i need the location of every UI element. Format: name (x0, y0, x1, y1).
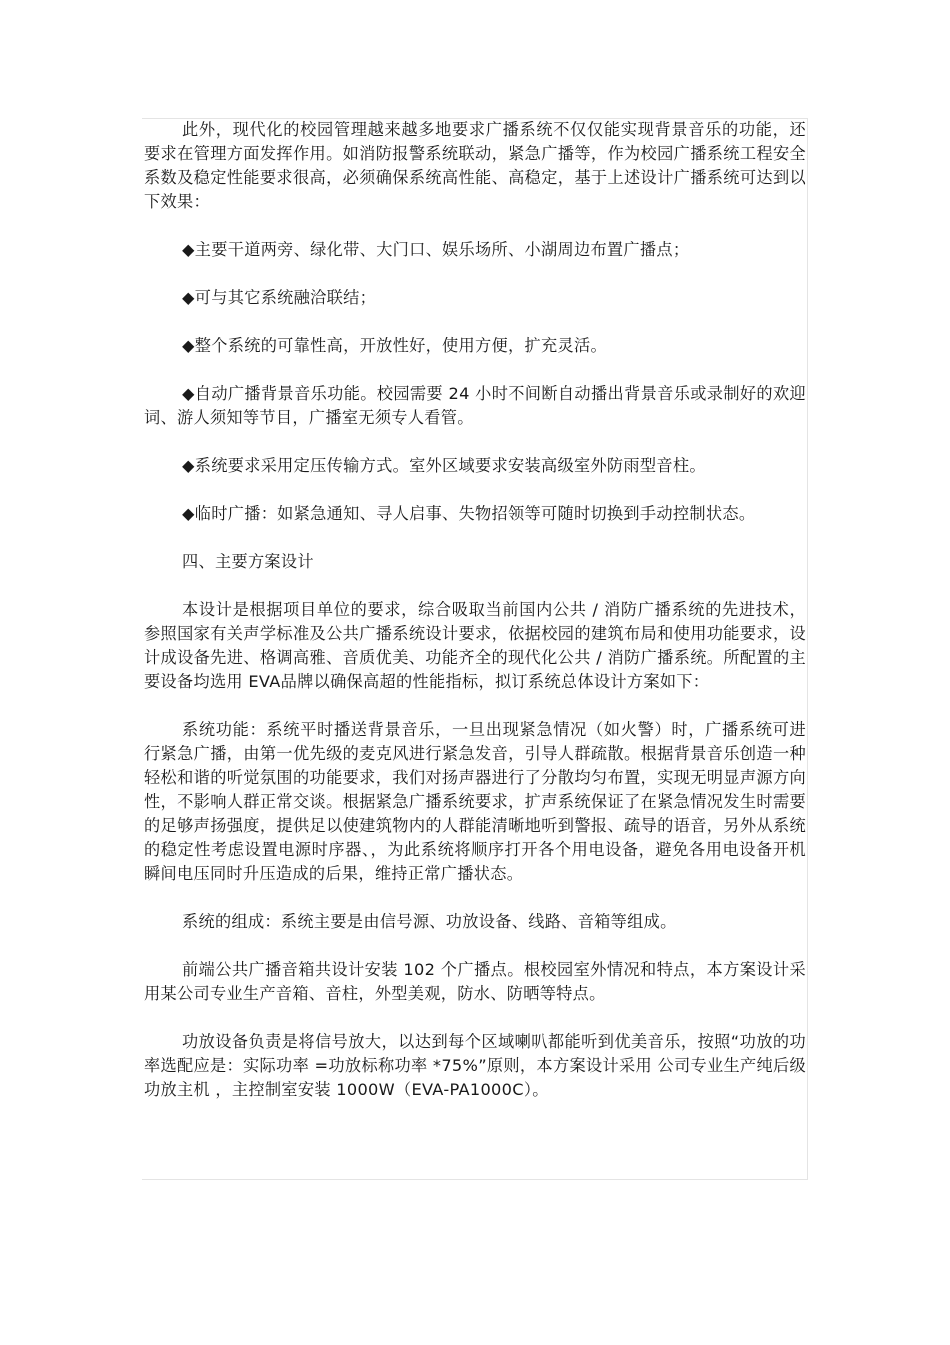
system-composition-paragraph: 系统的组成：系统主要是由信号源、功放设备、线路、音箱等组成。 (182, 912, 677, 931)
intro-paragraph: 此外，现代化的校园管理越来越多地要求广播系统不仅仅能实现背景音乐的功能，还要求在管理方面发挥作用。如消防报警系统联动，紧急广播等，作为校园广播系统工程安全系数及稳定性能要求很高，必须确保系统高性能、高稳定，基于上述设计广播系统可达到以下效果： (144, 120, 806, 211)
bullet-item-broadcast-points: ◆主要干道两旁、绿化带、大门口、娱乐场所、小湖周边布置广播点； (182, 240, 690, 259)
amplifier-paragraph: 功放设备负责是将信号放大，以达到每个区域喇叭都能听到优美音乐，按照“功放的功率选配应是：实际功率 =功放标称功率 *75%”原则，本方案设计采用 公司专业生产纯后级功放主机 ，主控制室安装 1000W（EVA-PA1000C）。 (144, 1032, 806, 1099)
bullet-item-constant-voltage: ◆系统要求采用定压传输方式。室外区域要求安装高级室外防雨型音柱。 (182, 456, 706, 475)
bullet-item-reliability: ◆整个系统的可靠性高，开放性好，使用方便，扩充灵活。 (182, 336, 607, 355)
document-body (144, 118, 806, 1126)
design-overview-paragraph: 本设计是根据项目单位的要求，综合吸取当前国内公共 / 消防广播系统的先进技术，参照国家有关声学标准及公共广播系统设计要求，依据校园的建筑布局和使用功能要求，设计成设备先进、格调高雅、音质优美、功能齐全的现代化公共 / 消防广播系统。所配置的主要设备均选用 EVA品牌以确保高超的性能指标，拟订系统总体设计方案如下： (144, 600, 806, 691)
bullet-item-temporary-broadcast: ◆临时广播：如紧急通知、寻人启事、失物招领等可随时切换到手动控制状态。 (182, 504, 756, 523)
section-heading: 四、主要方案设计 (182, 552, 314, 571)
speaker-installation-paragraph: 前端公共广播音箱共设计安装 102 个广播点。根校园室外情况和特点，本方案设计采用某公司专业生产音箱、音柱，外型美观，防水、防晒等特点。 (144, 960, 806, 1003)
bullet-item-auto-broadcast: ◆自动广播背景音乐功能。校园需要 24 小时不间断自动播出背景音乐或录制好的欢迎词、游人须知等节目，广播室无须专人看管。 (144, 384, 806, 427)
system-function-paragraph: 系统功能：系统平时播送背景音乐，一旦出现紧急情况（如火警）时，广播系统可进行紧急广播，由第一优先级的麦克风进行紧急发音，引导人群疏散。根据背景音乐创造一种轻松和谐的听觉氛围的功能要求，我们对扬声器进行了分散均匀布置，实现无明显声源方向性，不影响人群正常交谈。根据紧急广播系统要求，扩声系统保证了在紧急情况发生时需要的足够声扬强度，提供足以使建筑物内的人群能清晰地听到警报、疏导的语音，另外从系统的稳定性考虑设置电源时序器、，为此系统将顺序打开各个用电设备，避免各用电设备开机瞬间电压同时升压造成的后果，维持正常广播状态。 (144, 720, 806, 883)
bullet-item-system-integration: ◆可与其它系统融洽联结； (182, 288, 377, 307)
